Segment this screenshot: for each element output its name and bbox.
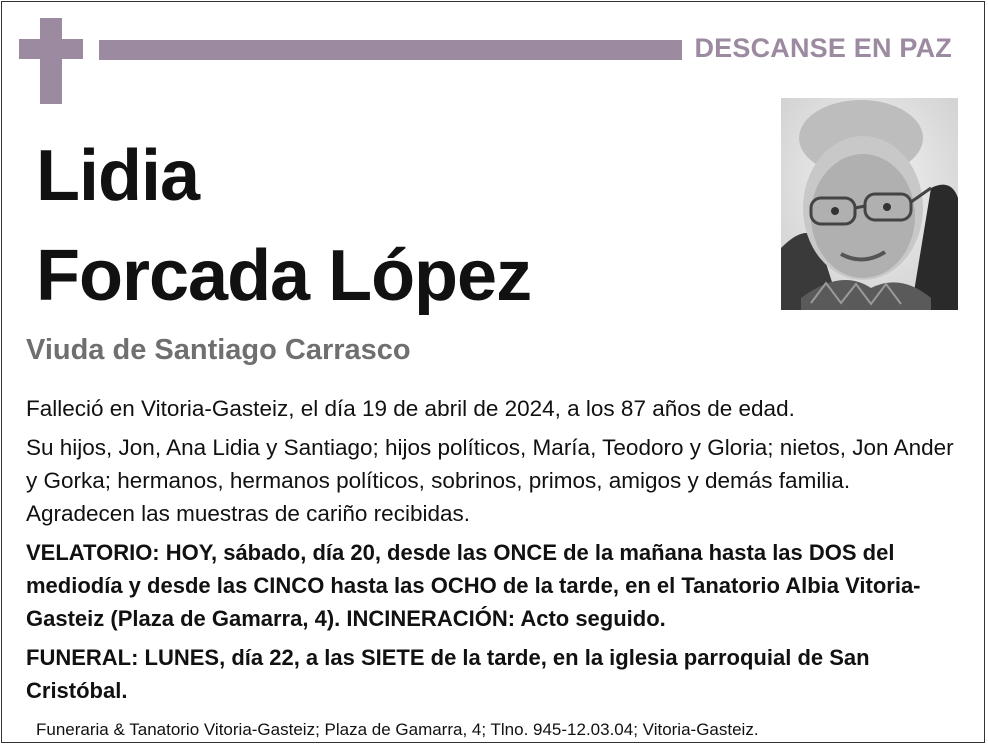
- death-notice: Falleció en Vitoria-Gasteiz, el día 19 de abril de 2024, a los 87 años de edad.: [26, 396, 795, 421]
- obituary-notice: [1, 1, 985, 743]
- deceased-surnames: Forcada López: [36, 236, 532, 316]
- deceased-first-name: Lidia: [36, 136, 200, 216]
- relation-line: Viuda de Santiago Carrasco: [26, 334, 411, 366]
- portrait-photo: [781, 98, 958, 310]
- cross-icon-bar: [19, 39, 83, 59]
- funeral-paragraph: FUNERAL: LUNES, día 22, a las SIETE de la tarde, en la iglesia parroquial de San Cristóbal.: [26, 645, 870, 703]
- funeral-home-footer: Funeraria & Tanatorio Vitoria-Gasteiz; Plaza de Gamarra, 4; Tlno. 945-12.03.04; Vitoria-Gasteiz.: [36, 720, 759, 739]
- cross-icon: [40, 18, 62, 104]
- header-rule: [99, 40, 682, 60]
- family-paragraph: Su hijos, Jon, Ana Lidia y Santiago; hijos políticos, María, Teodoro y Gloria; nietos, Jon Ander y Gorka; hermanos, hermanos políticos, sobrinos, primos, amigos y demás familia. Agradecen las muestras de cariño recibidas.: [26, 435, 954, 526]
- notice-body: [26, 392, 961, 713]
- wake-paragraph: VELATORIO: HOY, sábado, día 20, desde las ONCE de la mañana hasta las DOS del mediodía y desde las CINCO hasta las OCHO de la tarde, en el Tanatorio Albia Vitoria-Gasteiz (Plaza de Gamarra, 4). INCINERACIÓN: Acto seguido.: [26, 540, 921, 631]
- portrait-photo-icon: [781, 98, 958, 310]
- tagline: DESCANSE EN PAZ: [694, 33, 952, 63]
